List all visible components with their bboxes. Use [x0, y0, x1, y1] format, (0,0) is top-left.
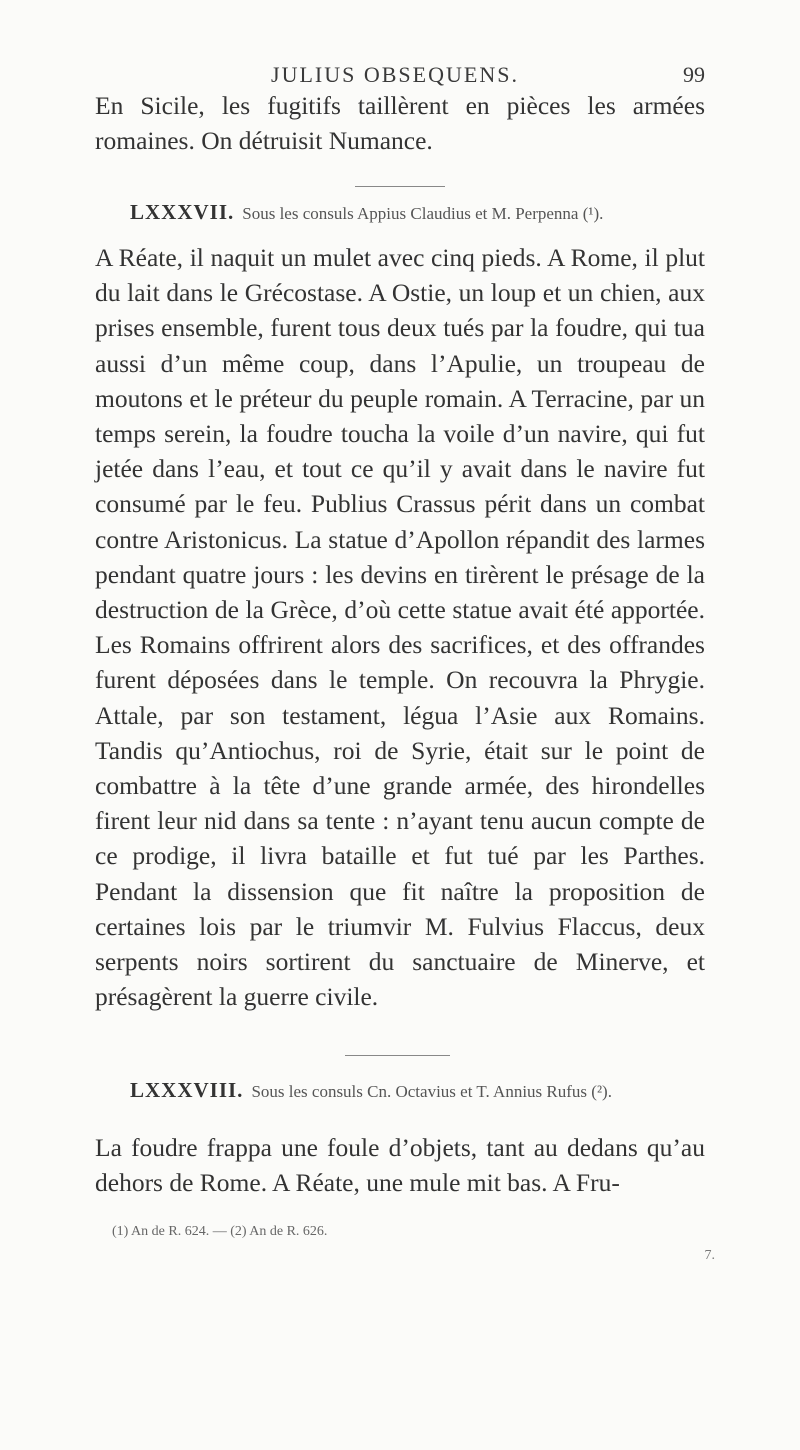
chapter-subtitle: Sous les consuls Appius Claudius et M. Perpenna (¹). — [242, 204, 604, 223]
chapter-heading-88 — [130, 1078, 730, 1103]
continuation-paragraph: En Sicile, les fugitifs taillèrent en pièces les armées romaines. On détruisit Numance. — [95, 91, 705, 156]
chapter-subtitle: Sous les consuls Cn. Octavius et T. Annius Rufus (²). — [251, 1082, 612, 1101]
section-divider — [345, 1055, 450, 1056]
chapter-number: LXXXVIII. — [130, 1078, 244, 1102]
page-number: 99 — [683, 62, 705, 87]
chapter-heading-87 — [130, 200, 730, 225]
chapter-number: LXXXVII. — [130, 200, 235, 224]
section-divider — [355, 186, 445, 187]
running-title: JULIUS OBSEQUENS. — [271, 62, 519, 87]
chapter-88-paragraph: La foudre frappa une foule d’objets, tant au dedans qu’au dehors de Rome. A Réate, une mule mit bas. A Fru- — [95, 1133, 705, 1198]
signature-mark: 7. — [704, 1248, 715, 1263]
footnotes: (1) An de R. 624. — (2) An de R. 626. — [112, 1224, 328, 1239]
chapter-87-paragraph: A Réate, il naquit un mulet avec cinq pieds. A Rome, il plut du lait dans le Grécostase. A Ostie, un loup et un chien, aux prises ensemble, furent tous deux tués par la foudre, qui tua aussi d’un même coup, dans l’Apulie, un troupeau de moutons et le préteur du peuple romain. A Terracine, par un temps serein, la foudre toucha la voile d’un navire, qui fut jetée dans l’eau, et tout ce qu’il y avait dans le navire fut consumé par le feu. Publius Crassus périt dans un combat contre Aristonicus. La statue d’Apollon répandit des larmes pendant quatre jours : les devins en tirèrent le présage de la destruction de la Grèce, d’où cette statue avait été apportée. Les Romains offrirent alors des sacrifices, et des offrandes furent déposées dans le temple. On recouvra la Phrygie. Attale, par son testament, légua l’Asie aux Romains. Tandis qu’Antiochus, roi de Syrie, était sur le point de combattre à la tête d’une grande armée, des hirondelles firent leur nid dans sa tente : n’ayant tenu aucun compte de ce prodige, il livra bataille et fut tué par les Parthes. Pendant la dissension que fit naître la proposition de certaines lois par le triumvir M. Fulvius Flaccus, deux serpents noirs sortirent du sanctuaire de Minerve, et présagèrent la guerre civile. — [95, 243, 705, 1012]
